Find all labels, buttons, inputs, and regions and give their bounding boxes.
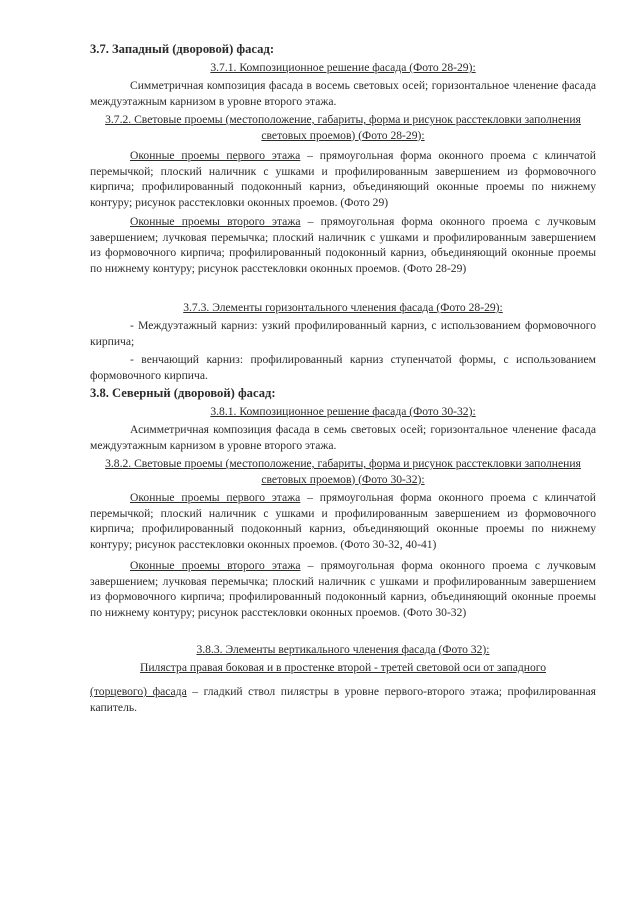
paragraph-windows-first-floor-west: [90, 148, 596, 210]
subsection-3-8-1-title: 3.8.1. Композиционное решение фасада (Фото 30-32):: [210, 405, 476, 418]
section-3-8-heading: 3.8. Северный (дворовой) фасад:: [90, 386, 276, 400]
subsection-3-7-1-text: Симметричная композиция фасада в восемь световых осей; горизонтальное членение фасада междуэтажным карнизом в уровне второго этажа.: [90, 79, 596, 108]
label-windows-first-floor: Оконные проемы первого этажа: [130, 491, 301, 504]
subsection-3-7-2-title: 3.7.2. Световые проемы (местоположение, габариты, форма и рисунок расстекловки заполнения световых проемов) (Фото 28-29):: [105, 113, 581, 142]
pilaster-text: – гладкий ствол пилястры в уровне первого-второго этажа; профилированная капитель.: [90, 685, 596, 714]
list-item-crowning-cornice: - венчающий карниз: профилированный карниз ступенчатой формы, с использованием формовочного кирпича.: [90, 353, 596, 382]
paragraph-pilaster: [90, 684, 596, 715]
pilaster-label-line1: Пилястра правая боковая и в простенке второй - третей световой оси от западного: [139, 661, 547, 674]
subsection-3-8-3-title: 3.8.3. Элементы вертикального членения фасада (Фото 32):: [196, 643, 490, 656]
subsection-3-7-1-title: 3.7.1. Композиционное решение фасада (Фото 28-29):: [210, 61, 476, 74]
text-windows-second-floor: – прямоугольная форма оконного проема с лучковым завершением; лучковая перемычка; плоский наличник с ушками и профилированным завершением из формовочного кирпича; профилированный подоконный карниз, объединяющий оконные проемы по нижнему контуру; рисунок расстекловки оконных проемов. (Фото 28-29): [90, 215, 596, 275]
paragraph-windows-second-floor-north: [90, 558, 596, 620]
label-windows-first-floor: Оконные проемы первого этажа: [130, 149, 301, 162]
subsection-3-7-3-title: 3.7.3. Элементы горизонтального членения фасада (Фото 28-29):: [183, 301, 503, 314]
paragraph-windows-second-floor-west: [90, 214, 596, 276]
section-3-7-heading: 3.7. Западный (дворовой) фасад:: [90, 42, 275, 56]
paragraph-windows-first-floor-north: [90, 490, 596, 552]
label-windows-second-floor: Оконные проемы второго этажа: [130, 215, 301, 228]
text-windows-second-floor: – прямоугольная форма оконного проема с лучковым завершением; лучковая перемычка; плоский наличник с ушками и профилированным завершением из формовочного кирпича; профилированный подоконный карниз, объединяющий оконные проемы по нижнему контуру; рисунок расстекловки оконных проемов. (Фото 30-32): [90, 559, 596, 619]
text-windows-first-floor: – прямоугольная форма оконного проема с клинчатой перемычкой; плоский наличник с ушками и профилированным завершением из формовочного кирпича; профилированный подоконный карниз, объединяющий оконные проемы по нижнему контуру; рисунок расстекловки оконных проемов. (Фото 29): [90, 149, 596, 209]
subsection-3-8-2-title: 3.8.2. Световые проемы (местоположение, габариты, форма и рисунок расстекловки заполнения световых проемов) (Фото 30-32):: [105, 457, 581, 486]
subsection-3-8-1-text: Асимметричная композиция фасада в семь световых осей; горизонтальное членение фасада междуэтажным карнизом в уровне второго этажа.: [90, 423, 596, 452]
text-windows-first-floor: – прямоугольная форма оконного проема с клинчатой перемычкой; плоский наличник с ушками и профилированным завершением из формовочного кирпича; профилированный подоконный карниз, объединяющий оконные проемы по нижнему контуру; рисунок расстекловки оконных проемов. (Фото 30-32, 40-41): [90, 491, 596, 551]
pilaster-label-line2: (торцевого) фасада: [90, 685, 187, 698]
label-windows-second-floor: Оконные проемы второго этажа: [130, 559, 301, 572]
list-item-interfloor-cornice: - Междуэтажный карниз: узкий профилированный карниз, с использованием формовочного кирпича;: [90, 319, 596, 348]
